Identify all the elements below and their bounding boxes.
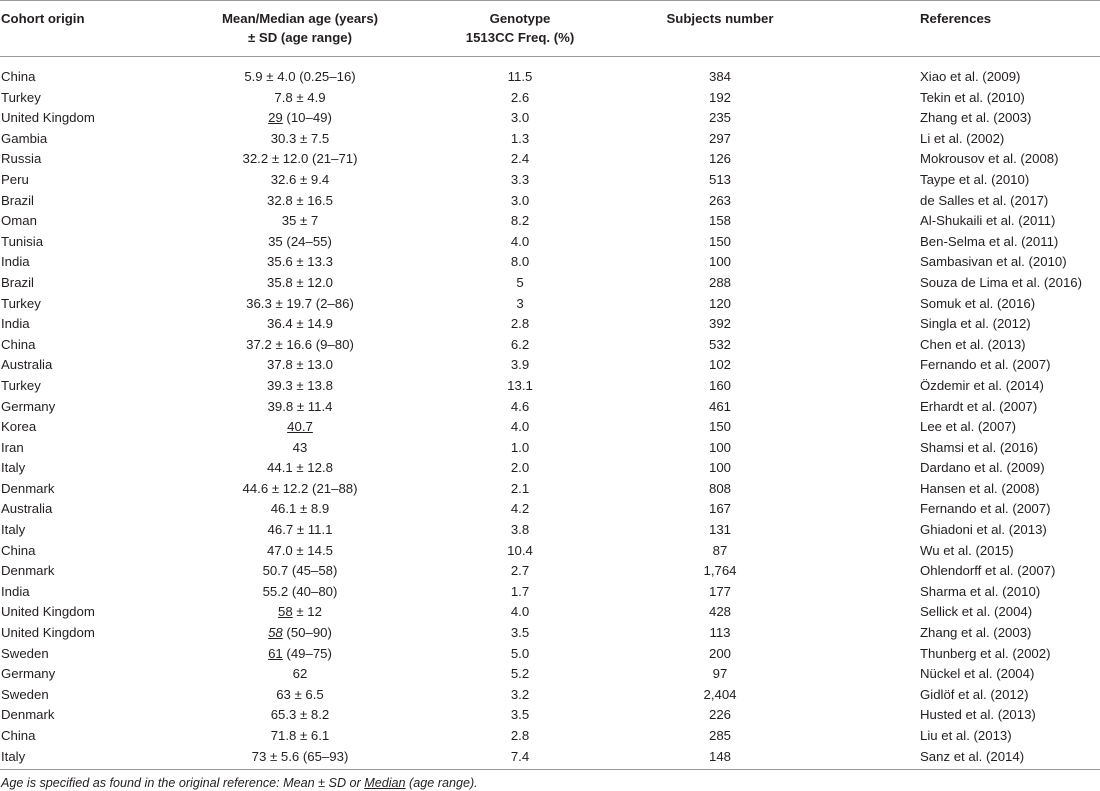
cell-age: [180, 664, 420, 685]
cell-cohort-origin: India: [1, 583, 30, 599]
cell-subjects-number: 297: [708, 130, 731, 146]
cell-age: [180, 397, 420, 418]
age-median-underlined: 29: [268, 110, 283, 126]
cell-subjects-number: 102: [708, 357, 731, 373]
age-value: 35.8 ± 12.0: [267, 274, 333, 290]
cell-genotype-freq: 8.2: [510, 213, 530, 229]
cell-genotype-freq: 2.7: [510, 563, 530, 579]
cell-cohort-origin: India: [1, 254, 30, 270]
table-row: [0, 561, 1100, 582]
cell-age: [180, 705, 420, 726]
cell-subjects-number: 392: [708, 316, 731, 332]
age-value: 55.2: [262, 583, 289, 599]
cell-age: [180, 232, 420, 253]
cell-genotype-freq: 3.5: [510, 707, 530, 723]
age-value: 46.1 ± 8.9: [270, 501, 330, 517]
cell-genotype-freq: 3.2: [510, 686, 530, 702]
age-range: (50–90): [282, 625, 332, 641]
cell-reference: Fernando et al. (2007): [920, 357, 1051, 373]
cell-genotype-freq: 7.4: [420, 747, 620, 770]
cell-reference: Husted et al. (2013): [920, 707, 1036, 723]
cell-reference: Sambasivan et al. (2010): [920, 254, 1067, 270]
cell-genotype-freq: 2.4: [510, 151, 530, 167]
table-row: [0, 170, 1100, 191]
cell-genotype-freq: 4.0: [510, 419, 530, 435]
header-genotype: [420, 1, 620, 57]
header-age-line-1: Mean/Median age (years): [221, 11, 379, 26]
cell-cohort-origin: Turkey: [1, 295, 41, 311]
cell-subjects-number: 100: [708, 439, 731, 455]
cell-age: [180, 335, 420, 356]
cell-reference: Xiao et al. (2009): [920, 69, 1021, 84]
cell-cohort-origin: Italy: [1, 460, 26, 476]
cell-age: [180, 417, 420, 438]
age-value: 7.8 ± 4.9: [274, 89, 326, 105]
cell-genotype-freq: 1.3: [510, 130, 530, 146]
cell-cohort-origin: Russia: [1, 151, 42, 167]
cell-reference: Chen et al. (2013): [920, 336, 1026, 352]
cell-genotype-freq: 10.4: [507, 542, 533, 558]
age-median-underlined: 61: [268, 645, 283, 661]
header-subjects-number-text: Subjects number: [666, 11, 774, 26]
table-row: [0, 438, 1100, 459]
age-range: (0.25–16): [295, 69, 356, 84]
cell-age: [180, 499, 420, 520]
cell-genotype-freq: 4.0: [510, 233, 530, 249]
cell-age: [180, 355, 420, 376]
cell-subjects-number: 97: [712, 666, 728, 682]
table-row: [0, 397, 1100, 418]
table-row: [0, 664, 1100, 685]
table-row: [0, 541, 1100, 562]
cell-cohort-origin: Sweden: [1, 686, 49, 702]
age-value: 46.7 ± 11.1: [267, 522, 333, 538]
cell-genotype-freq: 5.2: [510, 666, 530, 682]
cell-cohort-origin: China: [1, 69, 36, 84]
cell-age: [180, 479, 420, 500]
table-row: [0, 623, 1100, 644]
cell-subjects-number: 1,764: [703, 563, 737, 579]
cell-subjects-number: 131: [708, 522, 731, 538]
cell-reference: Zhang et al. (2003): [920, 110, 1032, 126]
cell-age: [180, 314, 420, 335]
cell-reference: Shamsi et al. (2016): [920, 439, 1039, 455]
cell-cohort-origin: Tunisia: [1, 233, 44, 249]
table-row: [0, 88, 1100, 109]
cell-cohort-origin: Denmark: [1, 480, 55, 496]
age-value: 32.8 ± 16.5: [267, 192, 333, 208]
cell-subjects-number: 192: [708, 89, 731, 105]
table-row: [0, 252, 1100, 273]
cell-subjects-number: 160: [708, 377, 731, 393]
cell-subjects-number: 513: [708, 171, 731, 187]
age-range: (24–55): [282, 233, 332, 249]
cell-genotype-freq: 3.8: [510, 522, 530, 538]
cell-subjects-number: 461: [708, 398, 731, 414]
age-value: 47.0 ± 14.5: [267, 542, 333, 558]
cell-cohort-origin: Italy: [1, 522, 26, 538]
cell-genotype-freq: 3: [516, 295, 524, 311]
cell-subjects-number: 226: [708, 707, 731, 723]
cell-genotype-freq: 1.0: [510, 439, 530, 455]
cell-subjects-number: 263: [708, 192, 731, 208]
cell-subjects-number: 100: [708, 460, 731, 476]
cell-genotype-freq: 3.9: [510, 357, 530, 373]
cell-cohort-origin: Italy: [0, 747, 180, 770]
age-value: 36.4 ± 14.9: [267, 316, 333, 332]
cell-age: [180, 541, 420, 562]
cell-age: [180, 191, 420, 212]
table-row: [0, 273, 1100, 294]
cell-subjects-number: 2,404: [703, 686, 737, 702]
age-range: (45–58): [288, 563, 338, 579]
cell-cohort-origin: Denmark: [1, 707, 55, 723]
cell-genotype-freq: 5: [516, 274, 524, 290]
cell-age: [180, 602, 420, 623]
table-row: [0, 520, 1100, 541]
age-value: 32.2 ± 12.0: [242, 151, 309, 167]
cell-reference: Fernando et al. (2007): [920, 501, 1051, 517]
cell-reference: Taype et al. (2010): [920, 171, 1030, 187]
cell-age: [180, 170, 420, 191]
table-row: [0, 479, 1100, 500]
cell-cohort-origin: China: [1, 542, 36, 558]
cell-cohort-origin: United Kingdom: [1, 604, 95, 620]
table-row: [0, 232, 1100, 253]
table-row: [0, 499, 1100, 520]
cell-age: [180, 376, 420, 397]
cell-genotype-freq: 4.6: [510, 398, 530, 414]
cell-cohort-origin: Iran: [1, 439, 24, 455]
age-range: (49–75): [282, 645, 332, 661]
age-value: 73 ± 5.6: [251, 748, 300, 764]
cell-genotype-freq: 2.1: [510, 480, 530, 496]
header-age: [180, 1, 420, 57]
cell-reference: Tekin et al. (2010): [920, 89, 1025, 105]
age-value: 35 ± 7: [281, 213, 319, 229]
cell-cohort-origin: United Kingdom: [1, 625, 95, 641]
cell-subjects-number: 235: [708, 110, 731, 126]
cell-reference: Mokrousov et al. (2008): [920, 151, 1059, 167]
age-value: 5.9 ± 4.0: [244, 69, 296, 84]
cell-cohort-origin: Gambia: [1, 130, 48, 146]
cell-cohort-origin: Peru: [1, 171, 29, 187]
table-row: [0, 458, 1100, 479]
cell-reference: Nückel et al. (2004): [920, 666, 1035, 682]
cell-age: [180, 561, 420, 582]
table-row: [0, 129, 1100, 150]
cell-age: [180, 623, 420, 644]
cell-reference: Ohlendorff et al. (2007): [920, 563, 1056, 579]
age-range: (40–80): [288, 583, 338, 599]
table-row: [0, 355, 1100, 376]
cell-reference: Hansen et al. (2008): [920, 480, 1040, 496]
header-references: [820, 1, 1100, 57]
cell-cohort-origin: Denmark: [1, 563, 55, 579]
table-header: [0, 1, 1100, 57]
table-row: [0, 726, 1100, 747]
cell-subjects-number: 288: [708, 274, 731, 290]
table-row: [0, 191, 1100, 212]
cell-genotype-freq: 1.7: [510, 583, 530, 599]
cell-cohort-origin: China: [1, 336, 36, 352]
age-range: ± 12: [292, 604, 322, 620]
table-row: [0, 149, 1100, 170]
cell-age: [180, 644, 420, 665]
age-value: 35.6 ± 13.3: [267, 254, 333, 270]
cell-genotype-freq: 11.5: [507, 69, 533, 84]
table-row: [0, 108, 1100, 129]
cell-age: [180, 149, 420, 170]
cell-reference: Ghiadoni et al. (2013): [920, 522, 1047, 538]
cell-genotype-freq: 3.0: [510, 110, 530, 126]
cell-genotype-freq: 2.6: [510, 89, 530, 105]
cell-subjects-number: 148: [620, 747, 820, 770]
cell-subjects-number: 150: [708, 419, 731, 435]
cell-subjects-number: 120: [708, 295, 731, 311]
cell-age: [180, 88, 420, 109]
cell-subjects-number: 384: [708, 69, 731, 84]
cell-subjects-number: 150: [708, 233, 731, 249]
cell-age: [180, 685, 420, 706]
cell-genotype-freq: 2.0: [510, 460, 530, 476]
cell-age: [180, 294, 420, 315]
age-median-underlined: 58: [268, 625, 283, 641]
cell-reference: Lee et al. (2007): [920, 419, 1017, 435]
footnote-underlined-word: Median: [364, 776, 406, 791]
table-row: [0, 417, 1100, 438]
cell-age: [180, 108, 420, 129]
cell-reference: Sanz et al. (2014): [820, 747, 1100, 770]
age-range: (65–93): [299, 748, 349, 764]
cell-cohort-origin: Turkey: [1, 89, 41, 105]
table-row: [0, 211, 1100, 232]
age-value: 30.3 ± 7.5: [270, 130, 330, 146]
cell-reference: Dardano et al. (2009): [920, 460, 1045, 476]
cell-subjects-number: 428: [708, 604, 731, 620]
cell-age: [180, 520, 420, 541]
cell-subjects-number: 167: [708, 501, 731, 517]
cell-age: [180, 211, 420, 232]
age-value: 32.6 ± 9.4: [270, 171, 330, 187]
body-top-spacer: [0, 57, 1100, 68]
header-genotype-line-1: Genotype: [489, 11, 551, 26]
header-cohort-origin: [0, 1, 180, 57]
age-range: (21–88): [308, 480, 358, 496]
table-row: [0, 747, 1100, 770]
cell-subjects-number: 200: [708, 645, 731, 661]
cell-reference: Li et al. (2002): [920, 130, 1005, 146]
table-row: [0, 294, 1100, 315]
cell-reference: Souza de Lima et al. (2016): [920, 274, 1083, 290]
age-median-underlined: 58: [278, 604, 293, 620]
cell-genotype-freq: 2.8: [510, 728, 530, 743]
cell-reference: Sellick et al. (2004): [920, 604, 1033, 620]
cell-reference: Erhardt et al. (2007): [920, 398, 1038, 414]
cell-reference: Thunberg et al. (2002): [920, 645, 1051, 661]
cell-reference: Gidlöf et al. (2012): [920, 686, 1029, 702]
table-row: [0, 335, 1100, 356]
cell-age: [180, 273, 420, 294]
age-value: 36.3 ± 19.7: [246, 295, 313, 311]
age-value: 44.1 ± 12.8: [267, 460, 333, 476]
table-body: [0, 57, 1100, 770]
header-genotype-line-2: 1513CC Freq. (%): [465, 30, 575, 45]
cell-age: [180, 252, 420, 273]
cell-genotype-freq: 3.0: [510, 192, 530, 208]
cell-subjects-number: 808: [708, 480, 731, 496]
cell-subjects-number: 113: [709, 625, 731, 641]
cell-cohort-origin: Turkey: [1, 377, 41, 393]
header-references-text: References: [920, 11, 992, 26]
cell-genotype-freq: 13.1: [507, 377, 533, 393]
cell-subjects-number: 532: [708, 336, 731, 352]
cell-cohort-origin: Australia: [1, 357, 53, 373]
cell-genotype-freq: 4.2: [510, 501, 530, 517]
age-value: 39.3 ± 13.8: [267, 377, 333, 393]
cell-genotype-freq: 2.8: [510, 316, 530, 332]
cell-subjects-number: 158: [708, 213, 731, 229]
cell-age: [180, 129, 420, 150]
table-row: [0, 67, 1100, 88]
header-row: [0, 1, 1100, 57]
cell-reference: de Salles et al. (2017): [920, 192, 1049, 208]
cell-genotype-freq: 3.3: [510, 171, 530, 187]
table-row: [0, 314, 1100, 335]
header-subjects-number: [620, 1, 820, 57]
table-row: [0, 376, 1100, 397]
table-footnote: [0, 770, 1100, 790]
table-row: [0, 602, 1100, 623]
cell-cohort-origin: India: [1, 316, 30, 332]
cell-reference: Özdemir et al. (2014): [920, 377, 1044, 393]
cell-genotype-freq: 5.0: [510, 645, 530, 661]
cell-subjects-number: 126: [708, 151, 731, 167]
age-range: (21–71): [308, 151, 358, 167]
cell-cohort-origin: China: [1, 728, 36, 743]
cell-subjects-number: 285: [708, 728, 731, 743]
age-value: 63 ± 6.5: [276, 686, 324, 702]
age-value: 65.3 ± 8.2: [270, 707, 330, 723]
cell-age: [180, 582, 420, 603]
age-value: 44.6 ± 12.2: [242, 480, 309, 496]
cell-reference: Wu et al. (2015): [920, 542, 1014, 558]
cell-genotype-freq: 3.5: [510, 625, 530, 641]
age-range: (10–49): [282, 110, 332, 126]
cell-reference: Somuk et al. (2016): [920, 295, 1036, 311]
cell-cohort-origin: Brazil: [1, 192, 34, 208]
cell-age: [180, 458, 420, 479]
cell-cohort-origin: Oman: [1, 213, 37, 229]
footnote-text-after: (age range).: [405, 776, 478, 791]
cell-cohort-origin: Germany: [1, 398, 56, 414]
age-value: 37.8 ± 13.0: [267, 357, 333, 373]
cell-reference: Ben-Selma et al. (2011): [920, 233, 1059, 249]
cell-age: [180, 67, 420, 88]
table-row: [0, 705, 1100, 726]
cell-cohort-origin: United Kingdom: [1, 110, 95, 126]
age-value: 62: [292, 666, 308, 682]
header-age-line-2: ± SD (age range): [248, 30, 352, 45]
cell-genotype-freq: 4.0: [510, 604, 530, 620]
table-row: [0, 685, 1100, 706]
age-value: 35: [268, 233, 283, 249]
cell-subjects-number: 177: [708, 583, 731, 599]
cell-reference: Singla et al. (2012): [920, 316, 1031, 332]
header-cohort-origin-text: Cohort origin: [1, 11, 85, 26]
cell-age: [180, 438, 420, 459]
table-row: [0, 644, 1100, 665]
cell-subjects-number: 100: [708, 254, 731, 270]
age-range: (2–86): [312, 295, 354, 311]
cell-cohort-origin: Brazil: [1, 274, 34, 290]
footnote-text-before: Age is specified as found in the original reference: Mean ± SD or: [1, 776, 365, 791]
cell-reference: Liu et al. (2013): [920, 728, 1012, 743]
age-value: 37.2 ± 16.6: [246, 336, 313, 352]
cell-age: [180, 726, 420, 747]
age-value: 50.7: [262, 563, 289, 579]
age-value: 43: [292, 439, 308, 455]
cell-genotype-freq: 6.2: [510, 336, 530, 352]
cell-cohort-origin: Sweden: [1, 645, 49, 661]
cell-subjects-number: 87: [712, 542, 728, 558]
age-value: 39.8 ± 11.4: [267, 398, 333, 414]
age-value: 71.8 ± 6.1: [270, 728, 330, 743]
cell-cohort-origin: Korea: [1, 419, 37, 435]
cell-genotype-freq: 8.0: [510, 254, 530, 270]
table-row: [0, 582, 1100, 603]
cell-reference: Sharma et al. (2010): [920, 583, 1041, 599]
cell-cohort-origin: Germany: [1, 666, 56, 682]
cell-reference: Al-Shukaili et al. (2011): [920, 213, 1056, 229]
age-median-underlined: 40.7: [287, 419, 313, 435]
age-range: (9–80): [312, 336, 354, 352]
cell-age: [180, 747, 420, 770]
cell-cohort-origin: Australia: [1, 501, 53, 517]
cell-reference: Zhang et al. (2003): [920, 625, 1032, 641]
